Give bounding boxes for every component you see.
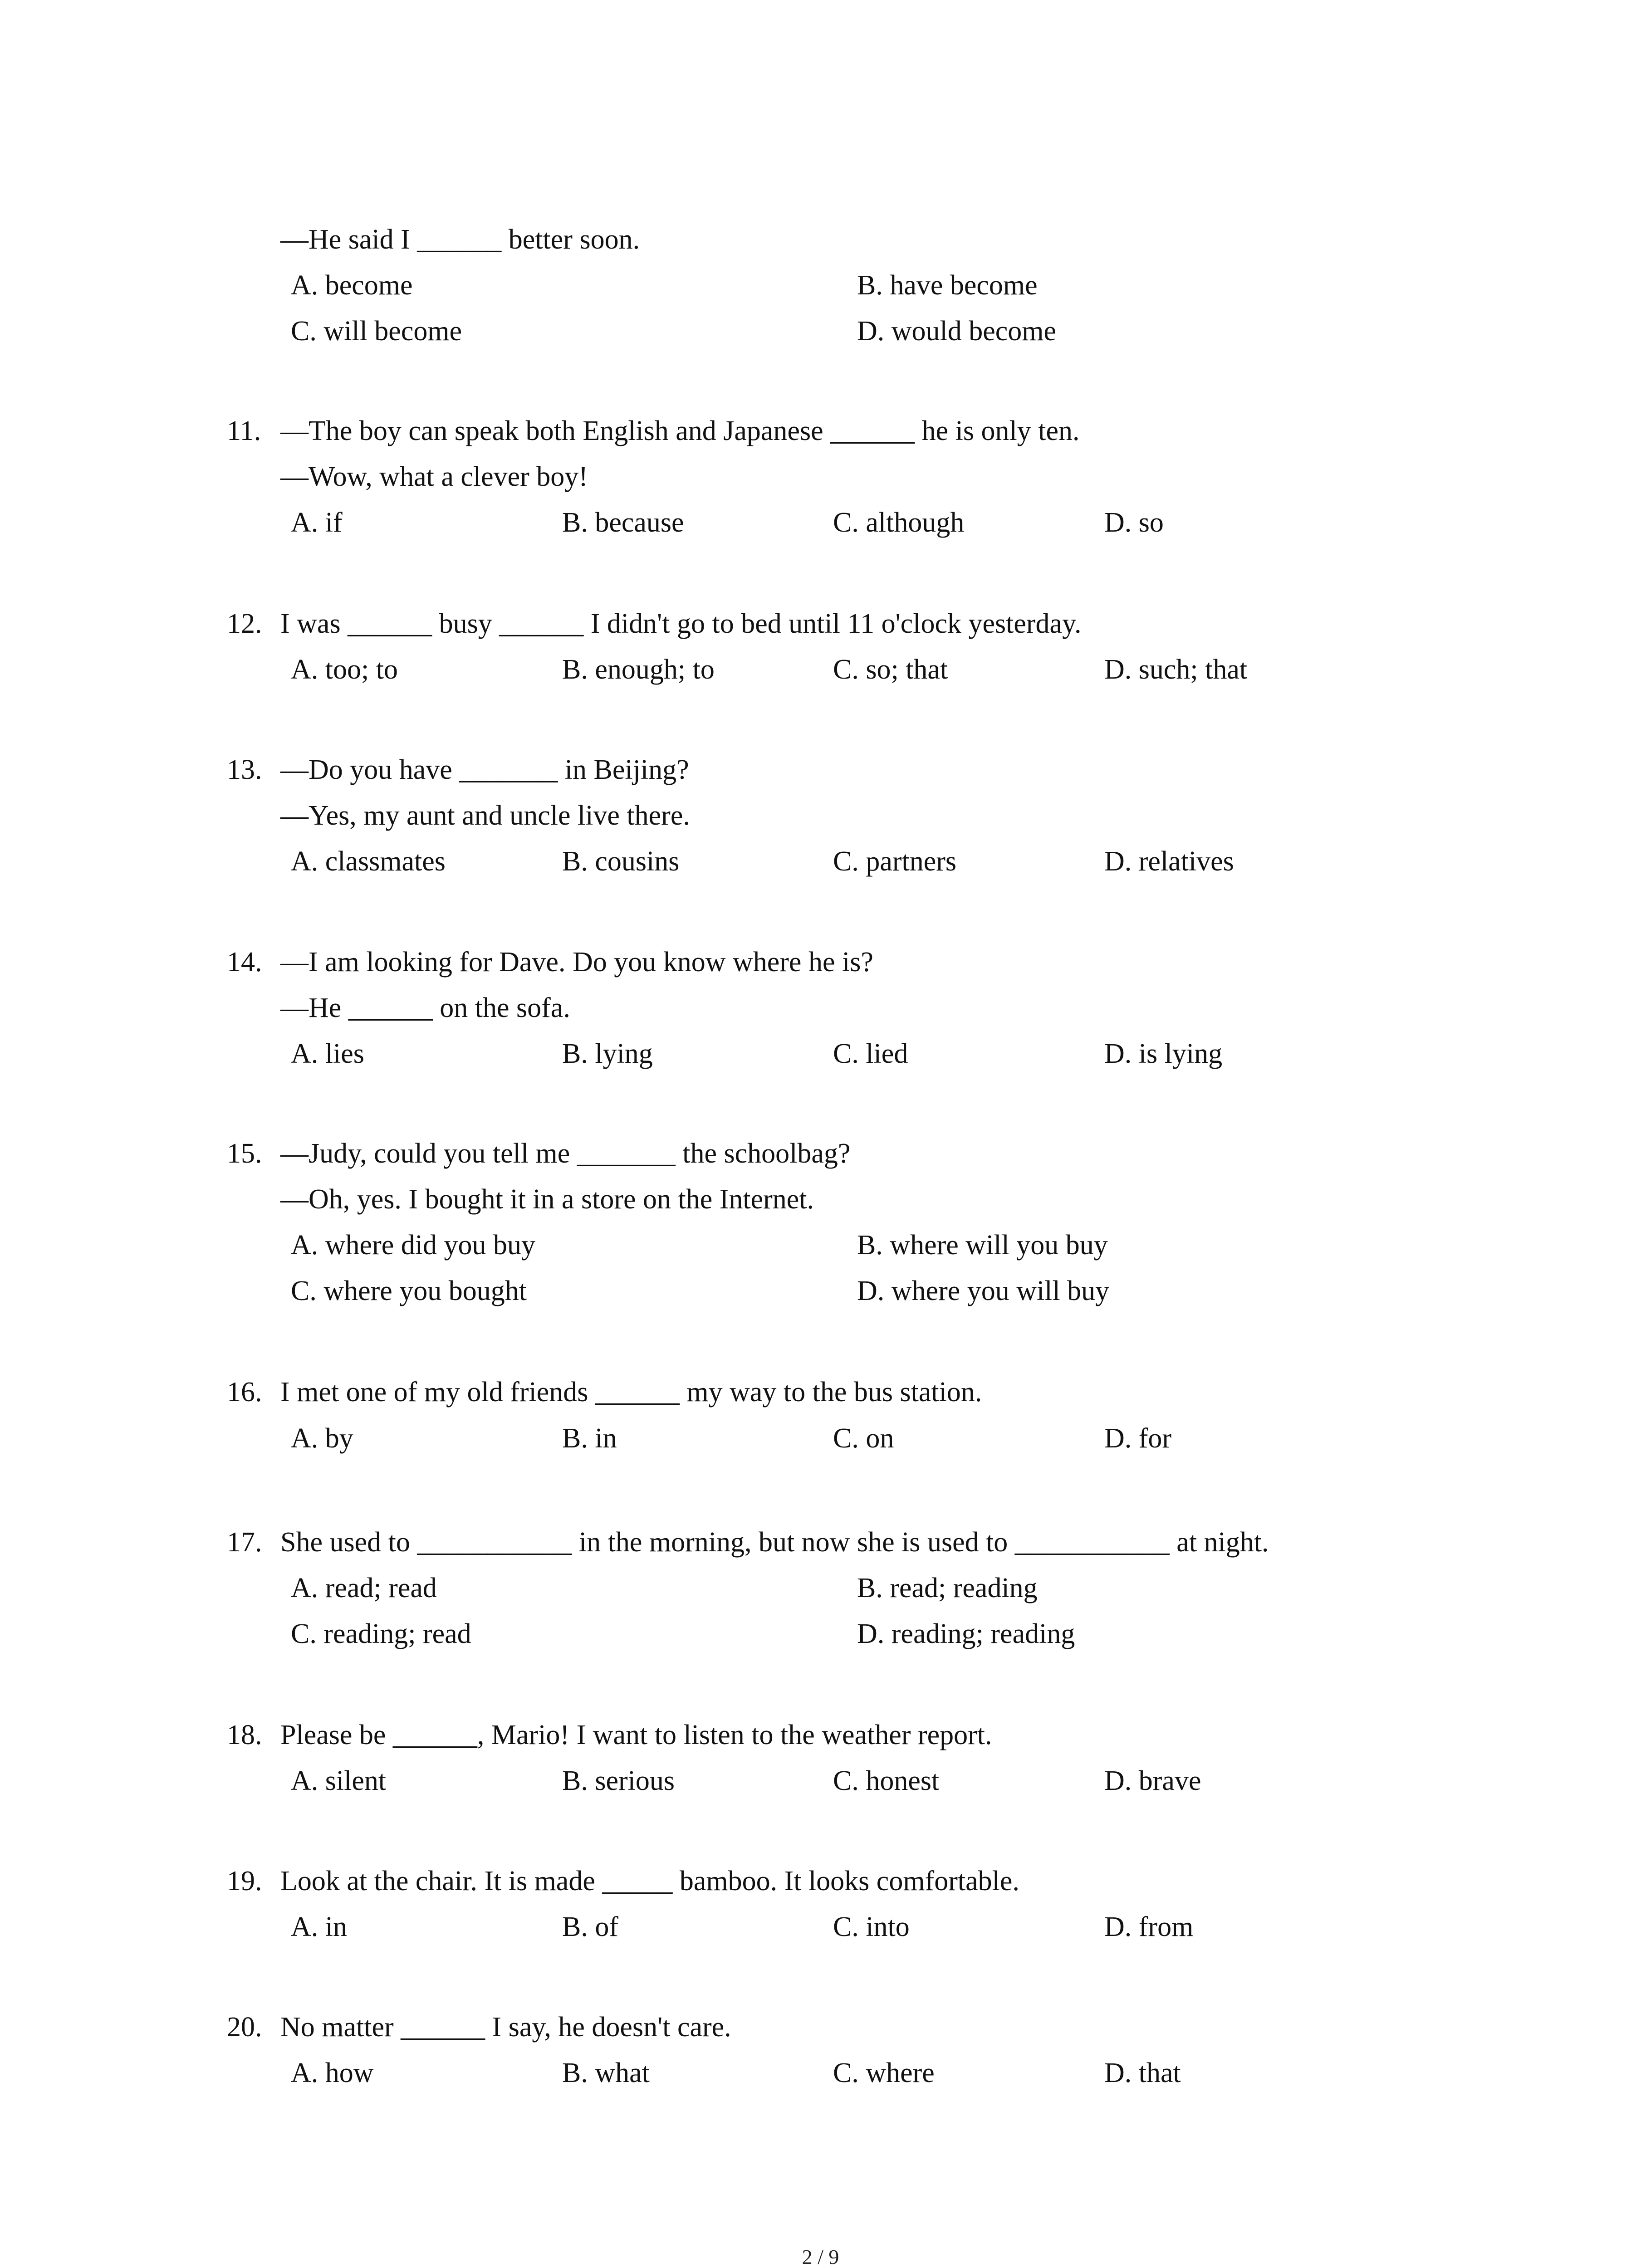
question-13-option-b: B. cousins — [562, 846, 680, 877]
question-18-option-d: D. brave — [1104, 1765, 1201, 1796]
question-11-line-2: —Wow, what a clever boy! — [280, 461, 588, 492]
question-16-option-c: C. on — [833, 1423, 894, 1454]
question-19-number: 19. — [227, 1866, 262, 1897]
question-10-option-d: D. would become — [857, 316, 1057, 347]
question-16-line-1: I met one of my old friends ______ my way to the bus station. — [280, 1377, 982, 1408]
question-13-option-a: A. classmates — [291, 846, 446, 877]
question-10-option-a: A. become — [291, 270, 413, 301]
question-14-number: 14. — [227, 947, 262, 978]
question-11-option-b: B. because — [562, 507, 684, 538]
question-14-line-2: —He ______ on the sofa. — [280, 992, 570, 1023]
question-18-number: 18. — [227, 1720, 262, 1750]
question-20-option-c: C. where — [833, 2058, 935, 2088]
question-17-option-a: A. read; read — [291, 1573, 437, 1603]
question-17-option-b: B. read; reading — [857, 1573, 1038, 1603]
question-15-option-d: D. where you will buy — [857, 1276, 1110, 1306]
question-20-line-1: No matter ______ I say, he doesn't care. — [280, 2012, 731, 2043]
question-20-option-a: A. how — [291, 2058, 374, 2088]
question-20-option-b: B. what — [562, 2058, 650, 2088]
question-17-line-1: She used to ___________ in the morning, but now she is used to ___________ at night. — [280, 1527, 1269, 1558]
question-15-option-a: A. where did you buy — [291, 1230, 535, 1261]
question-14-option-a: A. lies — [291, 1038, 364, 1069]
question-20-number: 20. — [227, 2012, 262, 2043]
question-15-option-b: B. where will you buy — [857, 1230, 1108, 1261]
question-16-option-a: A. by — [291, 1423, 353, 1454]
question-18-option-a: A. silent — [291, 1765, 387, 1796]
question-19-option-c: C. into — [833, 1911, 910, 1942]
question-11-number: 11. — [227, 415, 261, 446]
question-12-line-1: I was ______ busy ______ I didn't go to bed until 11 o'clock yesterday. — [280, 608, 1082, 639]
question-15-line-2: —Oh, yes. I bought it in a store on the Internet. — [280, 1184, 814, 1215]
question-12-option-a: A. too; to — [291, 654, 398, 685]
question-19-option-b: B. of — [562, 1911, 618, 1942]
question-18-option-b: B. serious — [562, 1765, 675, 1796]
question-12-option-c: C. so; that — [833, 654, 948, 685]
question-10-option-b: B. have become — [857, 270, 1038, 301]
question-14-option-b: B. lying — [562, 1038, 653, 1069]
question-19-option-d: D. from — [1104, 1911, 1194, 1942]
question-17-option-c: C. reading; read — [291, 1618, 471, 1649]
question-13-number: 13. — [227, 754, 262, 785]
question-17-option-d: D. reading; reading — [857, 1618, 1075, 1649]
question-13-line-1: —Do you have _______ in Beijing? — [280, 754, 689, 785]
question-12-option-b: B. enough; to — [562, 654, 715, 685]
question-12-option-d: D. such; that — [1104, 654, 1248, 685]
question-14-line-1: —I am looking for Dave. Do you know where he is? — [280, 947, 873, 978]
question-16-option-b: B. in — [562, 1423, 617, 1454]
question-14-option-c: C. lied — [833, 1038, 908, 1069]
question-18-option-c: C. honest — [833, 1765, 940, 1796]
question-19-line-1: Look at the chair. It is made _____ bamboo. It looks comfortable. — [280, 1866, 1019, 1897]
question-15-line-1: —Judy, could you tell me _______ the schoolbag? — [280, 1138, 851, 1169]
question-11-option-d: D. so — [1104, 507, 1164, 538]
question-14-option-d: D. is lying — [1104, 1038, 1223, 1069]
question-15-option-c: C. where you bought — [291, 1276, 527, 1306]
question-13-option-c: C. partners — [833, 846, 957, 877]
question-16-number: 16. — [227, 1377, 262, 1408]
question-11-option-c: C. although — [833, 507, 965, 538]
question-10-option-c: C. will become — [291, 316, 462, 347]
page-indicator: 2 / 9 — [802, 2245, 839, 2268]
question-17-number: 17. — [227, 1527, 262, 1558]
question-19-option-a: A. in — [291, 1911, 347, 1942]
question-20-option-d: D. that — [1104, 2058, 1181, 2088]
question-18-line-1: Please be ______, Mario! I want to listen to the weather report. — [280, 1720, 992, 1750]
question-11-line-1: —The boy can speak both English and Japanese ______ he is only ten. — [280, 415, 1080, 446]
question-15-number: 15. — [227, 1138, 262, 1169]
question-16-option-d: D. for — [1104, 1423, 1172, 1454]
question-13-line-2: —Yes, my aunt and uncle live there. — [280, 800, 690, 831]
question-12-number: 12. — [227, 608, 262, 639]
question-13-option-d: D. relatives — [1104, 846, 1234, 877]
question-10-line-1: —He said I ______ better soon. — [280, 224, 640, 255]
question-11-option-a: A. if — [291, 507, 343, 538]
